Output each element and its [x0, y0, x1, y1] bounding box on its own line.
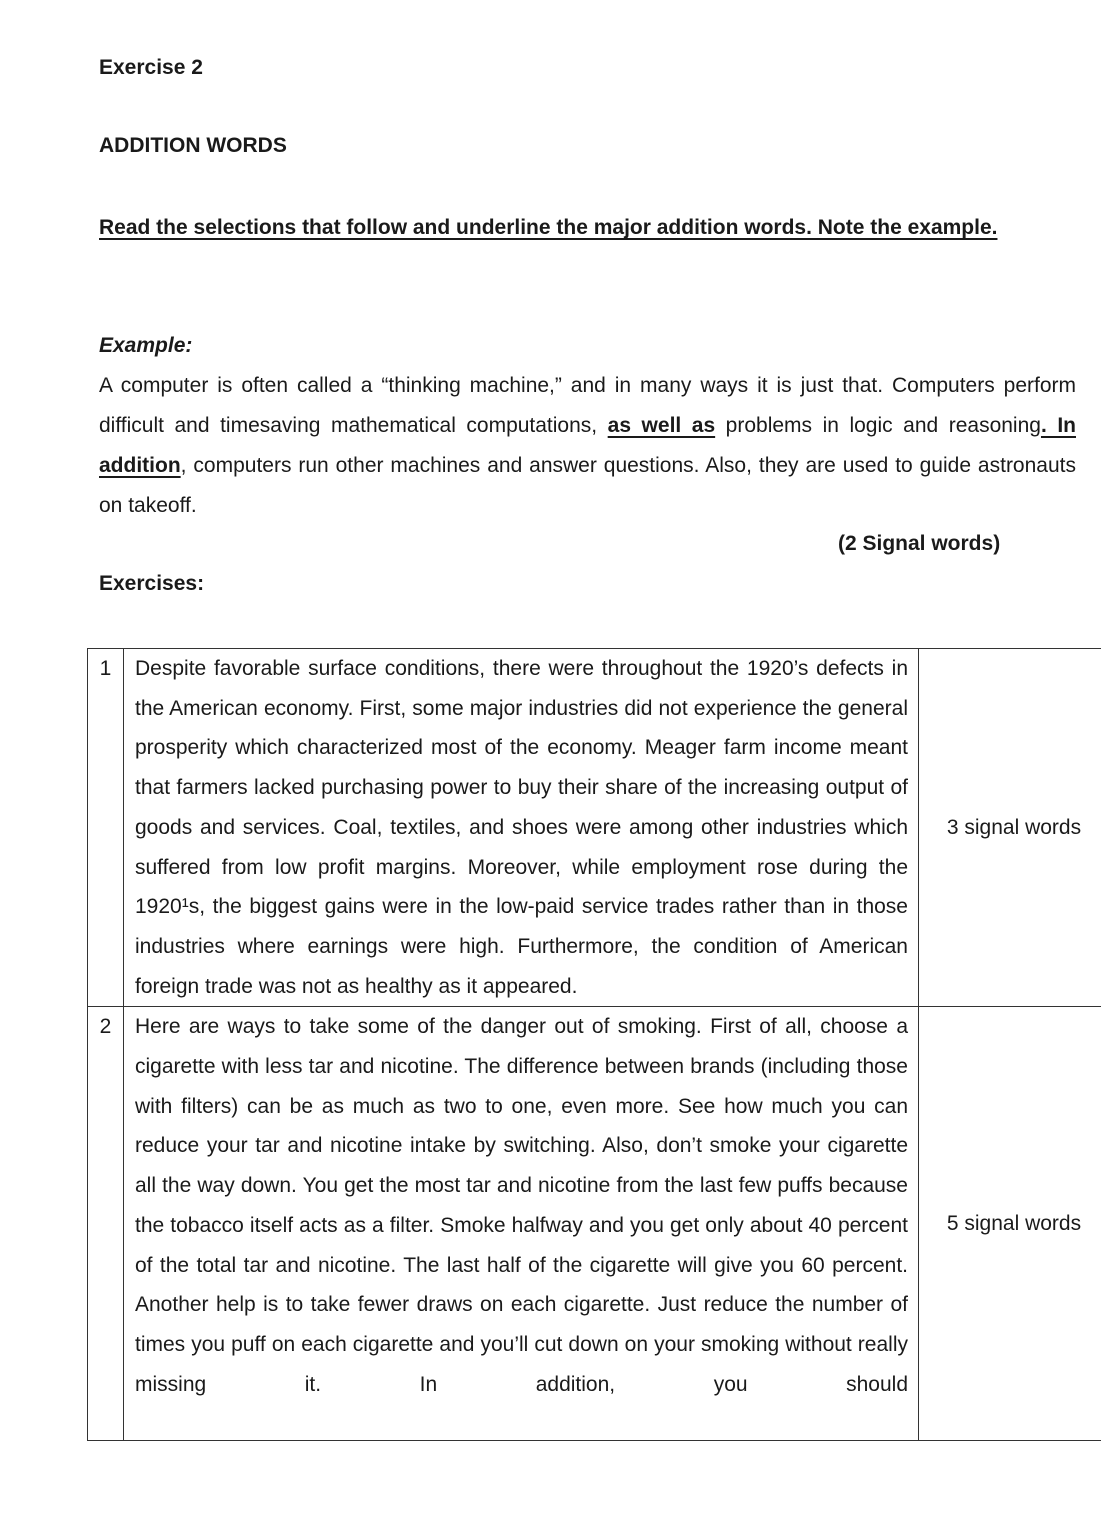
exercise-text-cell: [124, 1007, 919, 1441]
exercise-row: [88, 1007, 1101, 1441]
example-highlight-1: as well as: [607, 414, 716, 437]
exercise-title: Exercise 2: [99, 56, 203, 79]
example-signal-note: (2 Signal words): [838, 532, 1001, 555]
example-paragraph: [99, 366, 1076, 526]
example-text-part-3: , computers run other machines and answer questions. Also, they are used to guide astronauts on takeoff.: [99, 454, 1076, 517]
example-label: Example:: [99, 334, 193, 357]
exercise-text: Here are ways to take some of the danger out of smoking. First of all, choose a cigarette with less tar and nicotine. The difference between brands (including those with filters) can be as much as two to one, even more. See how much you can reduce your tar and nicotine intake by switching. Also, don’t smoke your cigarette all the way down. You get the most tar and nicotine from the last few puffs because the tobacco itself acts as a filter. Smoke halfway and you get only about 40 percent of the total tar and nicotine. The last half of the cigarette will give you 60 percent. Another help is to take fewer draws on each cigarette. Just reduce the number of times you puff on each cigarette and you’ll cut down on your smoking without really missing it. In addition, you should: [135, 1015, 908, 1396]
exercise-number: 2: [88, 1007, 124, 1441]
exercise-number: 1: [88, 649, 124, 1007]
signal-count: 3 signal words: [919, 649, 1101, 1007]
exercise-text-cell: [124, 649, 919, 1007]
example-text-part-1: A computer is often called a “thinking machine,” and in many ways it is just that. Computers perform difficult and timesaving mathematical computations,: [99, 374, 1076, 437]
exercise-row: [88, 649, 1101, 1007]
section-title: ADDITION WORDS: [99, 134, 287, 157]
exercise-table: [87, 648, 1101, 1441]
instructions: Read the selections that follow and underline the major addition words. Note the example.: [99, 216, 998, 239]
example-highlight-2: . In addition: [99, 414, 1076, 477]
signal-count: 5 signal words: [919, 1007, 1101, 1441]
exercise-text: Despite favorable surface conditions, there were throughout the 1920’s defects in the American economy. First, some major industries did not experience the general prosperity which characterized most of the economy. Meager farm income meant that farmers lacked purchasing power to buy their share of the increasing output of goods and services. Coal, textiles, and shoes were among other industries which suffered from low profit margins. Moreover, while employment rose during the 1920¹s, the biggest gains were in the low-paid service trades rather than in those industries where earnings were high. Furthermore, the condition of American foreign trade was not as healthy as it appeared.: [135, 657, 908, 998]
example-text-part-2: problems in logic and reasoning: [715, 414, 1041, 437]
exercises-label: Exercises:: [99, 572, 205, 595]
